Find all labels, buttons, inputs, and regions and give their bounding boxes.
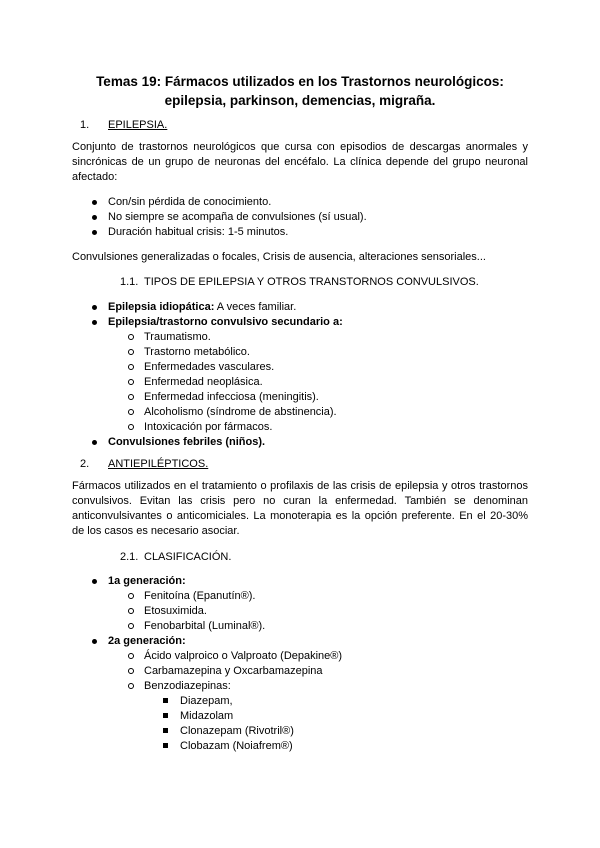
list-item	[108, 315, 343, 329]
circle-bullet-icon	[128, 349, 134, 355]
sub-list-item: Traumatismo.	[144, 331, 211, 343]
section-2-intro: Fármacos utilizados en el tratamiento o profilaxis de las crisis de epilepsia y otros trastornos convulsivos. Evitan las crisis pero no curan la enfermedad. También se denominan anticonvulsivantes o anticomiciales. La monoterapia es la opción preferente. En el 20-30% de los casos es necesario asociar.	[72, 480, 528, 537]
circle-bullet-icon	[128, 364, 134, 370]
sub-list-item: Enfermedad neoplásica.	[144, 376, 263, 388]
section-1-number: 1.	[80, 119, 90, 131]
sub-list-item: Fenobarbital (Luminal®).	[144, 620, 266, 632]
section-1-note: Convulsiones generalizadas o focales, Crisis de ausencia, alteraciones sensoriales...	[72, 251, 486, 263]
circle-bullet-icon	[128, 668, 134, 674]
circle-bullet-icon	[128, 334, 134, 340]
sub-list-item: Ácido valproico o Valproato (Depakine®)	[144, 650, 343, 662]
bullet-icon	[92, 305, 97, 310]
page-title	[60, 72, 540, 110]
sub-list-item: Intoxicación por fármacos.	[144, 421, 273, 433]
sub-list-item: Enfermedades vasculares.	[144, 361, 275, 373]
sub-sub-list-item: Clobazam (Noiafrem®)	[180, 740, 293, 752]
sub-list-item: Enfermedad infecciosa (meningitis).	[144, 391, 319, 403]
section-1-1-title: TIPOS DE EPILEPSIA Y OTROS TRANSTORNOS CONVULSIVOS.	[144, 276, 479, 288]
section-1-intro: Conjunto de trastornos neurológicos que cursa con episodios de descargas anormales y sincrónicas de un grupo de neuronas del encéfalo. La clínica depende del grupo neuronal afectado:	[72, 141, 528, 183]
list-item: Con/sin pérdida de conocimiento.	[108, 196, 272, 208]
sub-list-item: Benzodiazepinas:	[144, 680, 231, 692]
sub-list-item: Carbamazepina y Oxcarbamazepina	[144, 665, 323, 677]
bullet-icon	[92, 579, 97, 584]
list-item	[108, 300, 296, 314]
title-line-2: epilepsia, parkinson, demencias, migraña.	[164, 93, 436, 108]
square-bullet-icon	[163, 743, 168, 748]
gen-1-label: 1a generación:	[108, 575, 186, 587]
section-1-title: EPILEPSIA.	[108, 119, 168, 131]
list-item-text: A veces familiar.	[214, 301, 297, 313]
sub-sub-list-item: Midazolam	[180, 710, 234, 722]
list-item	[108, 634, 186, 648]
sub-list-item: Fenitoína (Epanutín®).	[144, 590, 256, 602]
list-item-bold: Epilepsia/trastorno convulsivo secundario a:	[108, 316, 343, 328]
bullet-icon	[92, 320, 97, 325]
list-item: No siempre se acompaña de convulsiones (sí usual).	[108, 211, 367, 223]
sub-list-item: Trastorno metabólico.	[144, 346, 250, 358]
list-item: Duración habitual crisis: 1-5 minutos.	[108, 226, 289, 238]
square-bullet-icon	[163, 728, 168, 733]
sub-list-item: Alcoholismo (síndrome de abstinencia).	[144, 406, 337, 418]
section-2-title: ANTIEPILÉPTICOS.	[108, 458, 209, 470]
bullet-icon	[92, 215, 97, 220]
circle-bullet-icon	[128, 409, 134, 415]
square-bullet-icon	[163, 698, 168, 703]
circle-bullet-icon	[128, 683, 134, 689]
bullet-icon	[92, 440, 97, 445]
circle-bullet-icon	[128, 394, 134, 400]
section-2-number: 2.	[80, 458, 90, 470]
bullet-icon	[92, 639, 97, 644]
circle-bullet-icon	[128, 424, 134, 430]
circle-bullet-icon	[128, 623, 134, 629]
sub-sub-list-item: Diazepam,	[180, 695, 233, 707]
list-item	[108, 435, 265, 449]
list-item-bold: Convulsiones febriles (niños).	[108, 436, 266, 448]
section-2-1-number: 2.1.	[120, 551, 139, 563]
circle-bullet-icon	[128, 608, 134, 614]
gen-2-label: 2a generación:	[108, 635, 186, 647]
list-item-bold: Epilepsia idiopática:	[108, 301, 215, 313]
bullet-icon	[92, 230, 97, 235]
section-2-1-title: CLASIFICACIÓN.	[144, 551, 232, 563]
title-line-1: Temas 19: Fármacos utilizados en los Trastornos neurológicos:	[96, 74, 504, 89]
circle-bullet-icon	[128, 379, 134, 385]
list-item	[108, 574, 186, 588]
circle-bullet-icon	[128, 593, 134, 599]
square-bullet-icon	[163, 713, 168, 718]
bullet-icon	[92, 200, 97, 205]
circle-bullet-icon	[128, 653, 134, 659]
sub-list-item: Etosuximida.	[144, 605, 207, 617]
sub-sub-list-item: Clonazepam (Rivotril®)	[180, 725, 294, 737]
section-1-1-number: 1.1.	[120, 276, 139, 288]
